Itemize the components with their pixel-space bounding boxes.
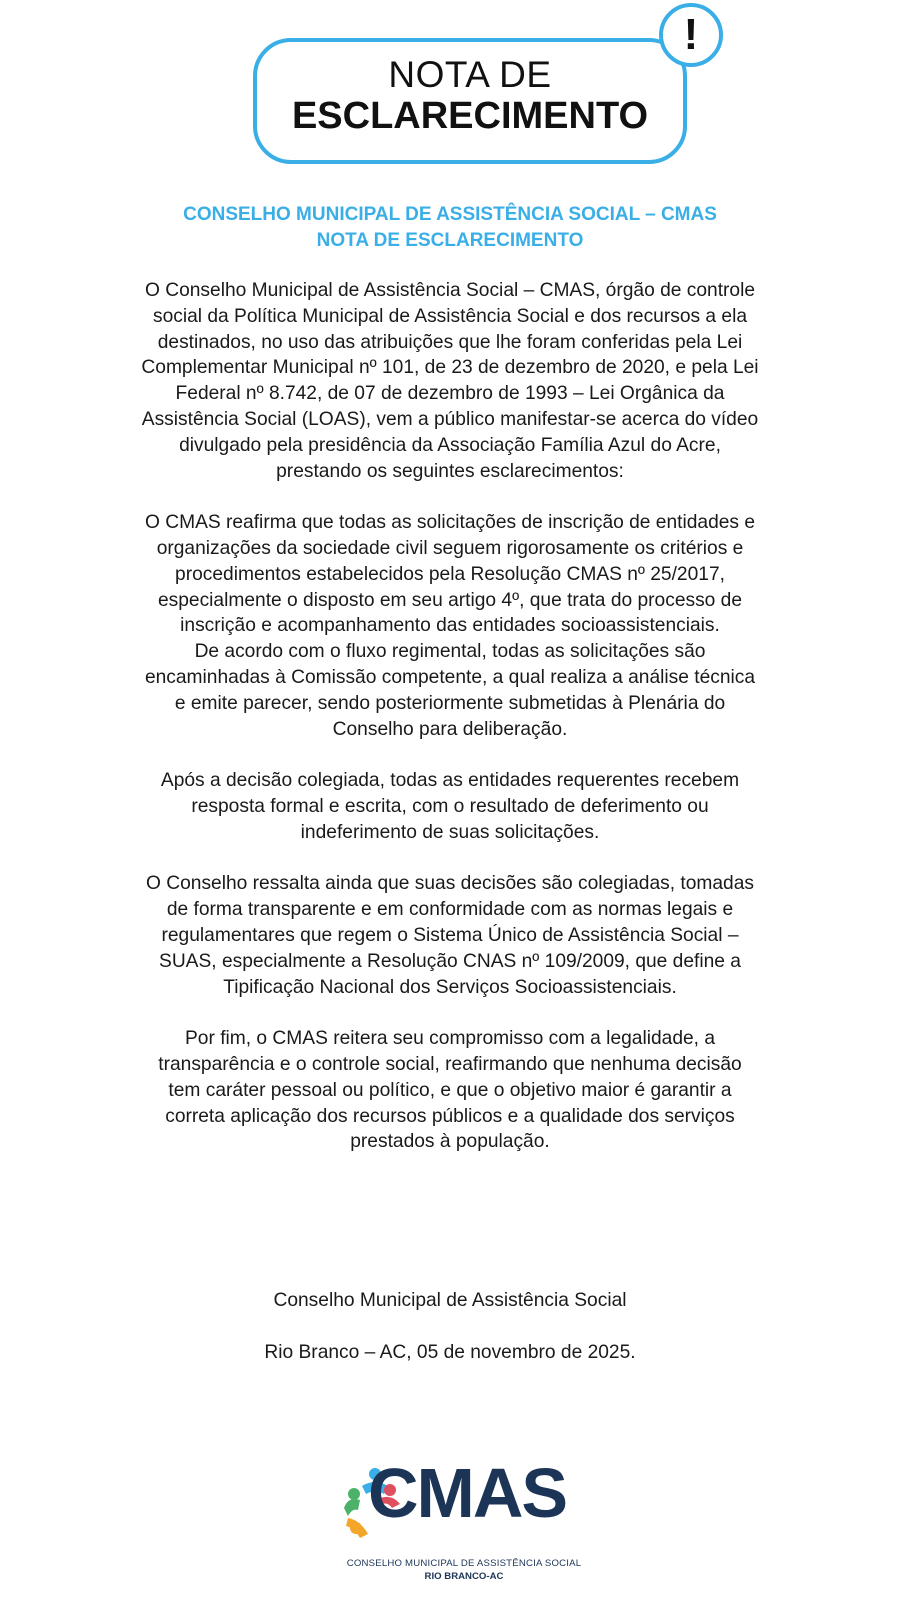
paragraph-intro: O Conselho Municipal de Assistência Social – CMAS, órgão de controle social da Política Municipal de Assistência Social e dos recursos a ela destinados, no uso das atribuições que lhe foram conferidas pela Lei Complementar Municipal nº 101, de 23 de dezembro de 2020, e pela Lei Federal nº 8.742, de 07 de dezembro de 1993 – Lei Orgânica da Assistência Social (LOAS), vem a público manifestar-se acerca do vídeo divulgado pela presidência da Associação Família Azul do Acre, prestando os seguintes esclarecimentos:: [141, 280, 759, 482]
paragraph-decision: Após a decisão colegiada, todas as entidades requerentes recebem resposta formal e escrita, com o resultado de deferimento ou indeferimento de suas solicitações.: [160, 770, 740, 843]
logo-wordmark: CMAS: [368, 1454, 567, 1532]
page-title-line2: ESCLARECIMENTO: [291, 95, 649, 137]
signature-org: Conselho Municipal de Assistência Social: [273, 1290, 627, 1311]
heading-line2: NOTA DE ESCLARECIMENTO: [316, 230, 584, 251]
signature-place-date: Rio Branco – AC, 05 de novembro de 2025.: [264, 1342, 636, 1363]
page-title-line1: NOTA DE: [388, 54, 552, 95]
document-heading: [0, 202, 900, 254]
paragraph-closing: Por fim, o CMAS reitera seu compromisso com a legalidade, a transparência e o controle social, reafirmando que nenhuma decisão tem caráter pessoal ou político, e que o objetivo maior é garantir a correta aplicação dos recursos públicos e a qualidade dos serviços prestados à população.: [158, 1028, 742, 1153]
exclamation-icon: !: [659, 3, 723, 67]
cmas-logo: [340, 1454, 600, 1584]
paragraph-collegiate: O Conselho ressalta ainda que suas decisões são colegiadas, tomadas de forma transparente e em conformidade com as normas legais e regulamentares que regem o Sistema Único de Assistência Social – SUAS, especialmente a Resolução CNAS nº 109/2009, que define a Tipificação Nacional dos Serviços Socioassistenciais.: [146, 873, 754, 998]
logo-location: RIO BRANCO-AC: [424, 1571, 504, 1582]
paragraph-criteria: O CMAS reafirma que todas as solicitações de inscrição de entidades e organizações da sociedade civil seguem rigorosamente os critérios e procedimentos estabelecidos pela Resolução CMAS nº 25/2017, especialmente o disposto em seu artigo 4º, que trata do processo de inscrição e acompanhamento das entidades socioassistenciais.: [144, 512, 756, 637]
heading-line1: CONSELHO MUNICIPAL DE ASSISTÊNCIA SOCIAL – CMAS: [183, 204, 717, 225]
logo-subtitle: CONSELHO MUNICIPAL DE ASSISTÊNCIA SOCIAL: [346, 1558, 582, 1569]
document-body: [140, 278, 760, 1155]
paragraph-flow: De acordo com o fluxo regimental, todas as solicitações são encaminhadas à Comissão competente, a qual realiza a análise técnica e emite parecer, sendo posteriormente submetidas à Plenária do Conselho para deliberação.: [144, 641, 756, 740]
page-title: [253, 56, 687, 135]
